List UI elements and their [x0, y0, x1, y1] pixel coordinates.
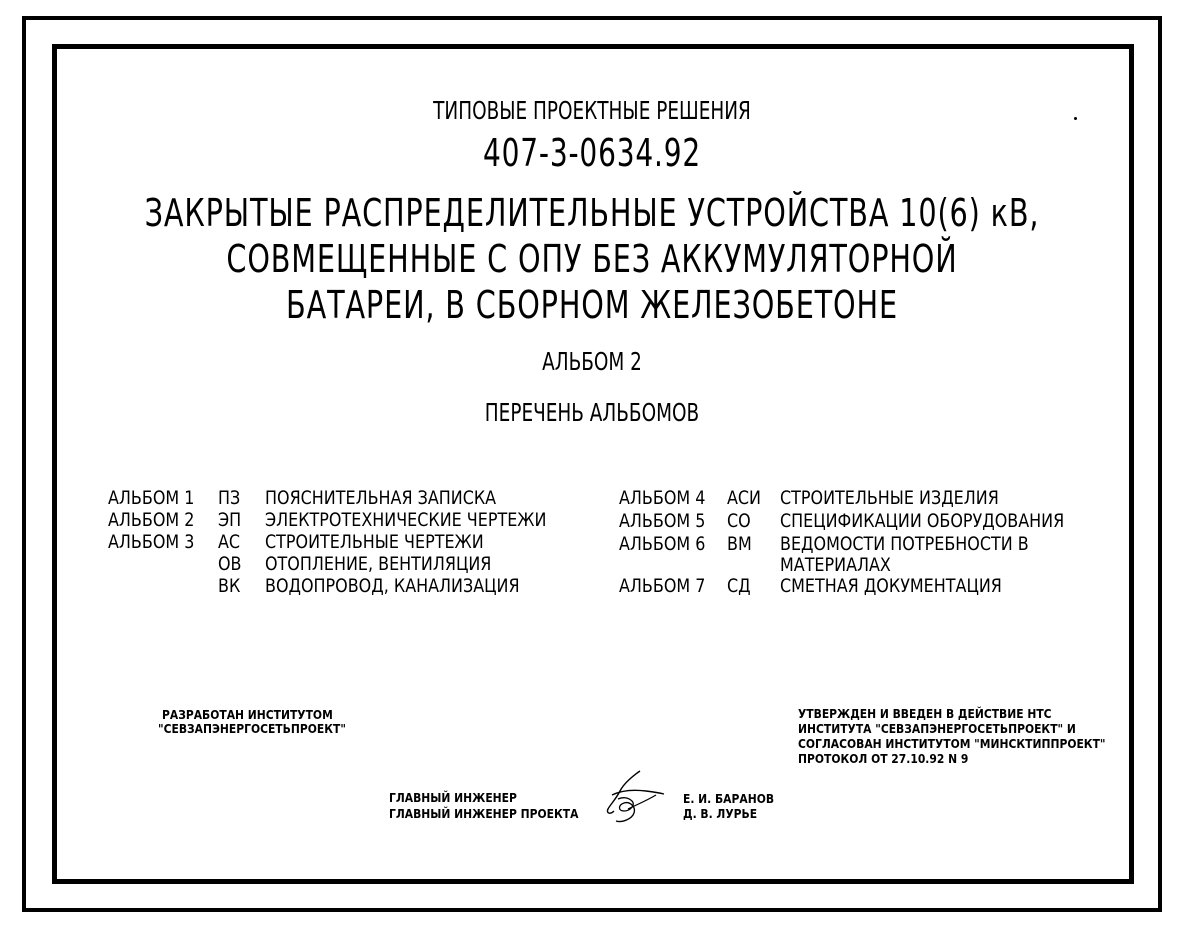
name-2: Д. В. ЛУРЬЕ — [683, 806, 758, 821]
document-code: 407-3-0634.92 — [482, 131, 702, 175]
album-list-title: ПЕРЕЧЕНЬ АЛЬБОМОВ — [484, 398, 700, 427]
album-code: АСИ — [727, 487, 762, 509]
album-name: СМЕТНАЯ ДОКУМЕНТАЦИЯ — [780, 575, 1002, 597]
title-line-2: СОВМЕЩЕННЫЕ С ОПУ БЕЗ АККУМУЛЯТОРНОЙ — [226, 237, 958, 281]
album-code: ОВ — [218, 553, 242, 575]
album-name: ВЕДОМОСТИ ПОТРЕБНОСТИ В — [780, 533, 1029, 555]
album-label: АЛЬБОМ 1 — [108, 487, 195, 509]
album-label: АЛЬБОМ 7 — [619, 575, 706, 597]
album-name: ВОДОПРОВОД, КАНАЛИЗАЦИЯ — [265, 575, 520, 597]
album-code: ЭП — [218, 509, 242, 531]
series-title: ТИПОВЫЕ ПРОЕКТНЫЕ РЕШЕНИЯ — [433, 96, 751, 125]
document-title — [95, 190, 1090, 328]
album-label: АЛЬБОМ 4 — [619, 487, 706, 509]
album-code: СО — [727, 510, 751, 532]
album-label: АЛЬБОМ 3 — [108, 531, 195, 553]
handwritten-signature — [600, 765, 670, 827]
album-label: АЛЬБОМ 2 — [108, 509, 195, 531]
approval-line-2: ИНСТИТУТА "СЕВЗАПЭНЕРГОСЕТЬПРОЕКТ" И — [798, 721, 1076, 736]
approval-line-3: СОГЛАСОВАН ИНСТИТУТОМ "МИНСКТИППРОЕКТ" — [798, 736, 1106, 751]
album-code: СД — [727, 575, 751, 597]
developed-line-1: РАЗРАБОТАН ИНСТИТУТОМ — [162, 707, 333, 722]
approval-line-4: ПРОТОКОЛ ОТ 27.10.92 N 9 — [798, 751, 969, 766]
album-number: АЛЬБОМ 2 — [542, 347, 642, 376]
role-chief-engineer: ГЛАВНЫЙ ИНЖЕНЕР — [389, 790, 517, 805]
album-code: ВК — [218, 575, 241, 597]
album-name-continued: МАТЕРИАЛАХ — [780, 554, 891, 576]
album-name: ЭЛЕКТРОТЕХНИЧЕСКИЕ ЧЕРТЕЖИ — [265, 509, 547, 531]
album-code: ПЗ — [218, 487, 241, 509]
role-chief-project-engineer: ГЛАВНЫЙ ИНЖЕНЕР ПРОЕКТА — [389, 806, 579, 821]
album-code: АС — [218, 531, 241, 553]
name-1: Е. И. БАРАНОВ — [683, 791, 775, 806]
approval-line-1: УТВЕРЖДЕН И ВВЕДЕН В ДЕЙСТВИЕ НТС — [798, 706, 1052, 721]
title-line-3: БАТАРЕИ, В СБОРНОМ ЖЕЛЕЗОБЕТОНЕ — [286, 283, 898, 327]
album-name: СТРОИТЕЛЬНЫЕ ЧЕРТЕЖИ — [265, 531, 484, 553]
album-name: ПОЯСНИТЕЛЬНАЯ ЗАПИСКА — [265, 487, 497, 509]
title-line-1: ЗАКРЫТЫЕ РАСПРЕДЕЛИТЕЛЬНЫЕ УСТРОЙСТВА 10(6) кВ, — [144, 191, 1040, 235]
album-name: СПЕЦИФИКАЦИИ ОБОРУДОВАНИЯ — [780, 510, 1065, 532]
developed-line-2: "СЕВЗАПЭНЕРГОСЕТЬПРОЕКТ" — [158, 721, 346, 736]
album-name: ОТОПЛЕНИЕ, ВЕНТИЛЯЦИЯ — [265, 553, 492, 575]
album-code: ВМ — [727, 533, 752, 555]
album-label: АЛЬБОМ 5 — [619, 510, 706, 532]
album-name: СТРОИТЕЛЬНЫЕ ИЗДЕЛИЯ — [780, 487, 999, 509]
album-label: АЛЬБОМ 6 — [619, 533, 706, 555]
